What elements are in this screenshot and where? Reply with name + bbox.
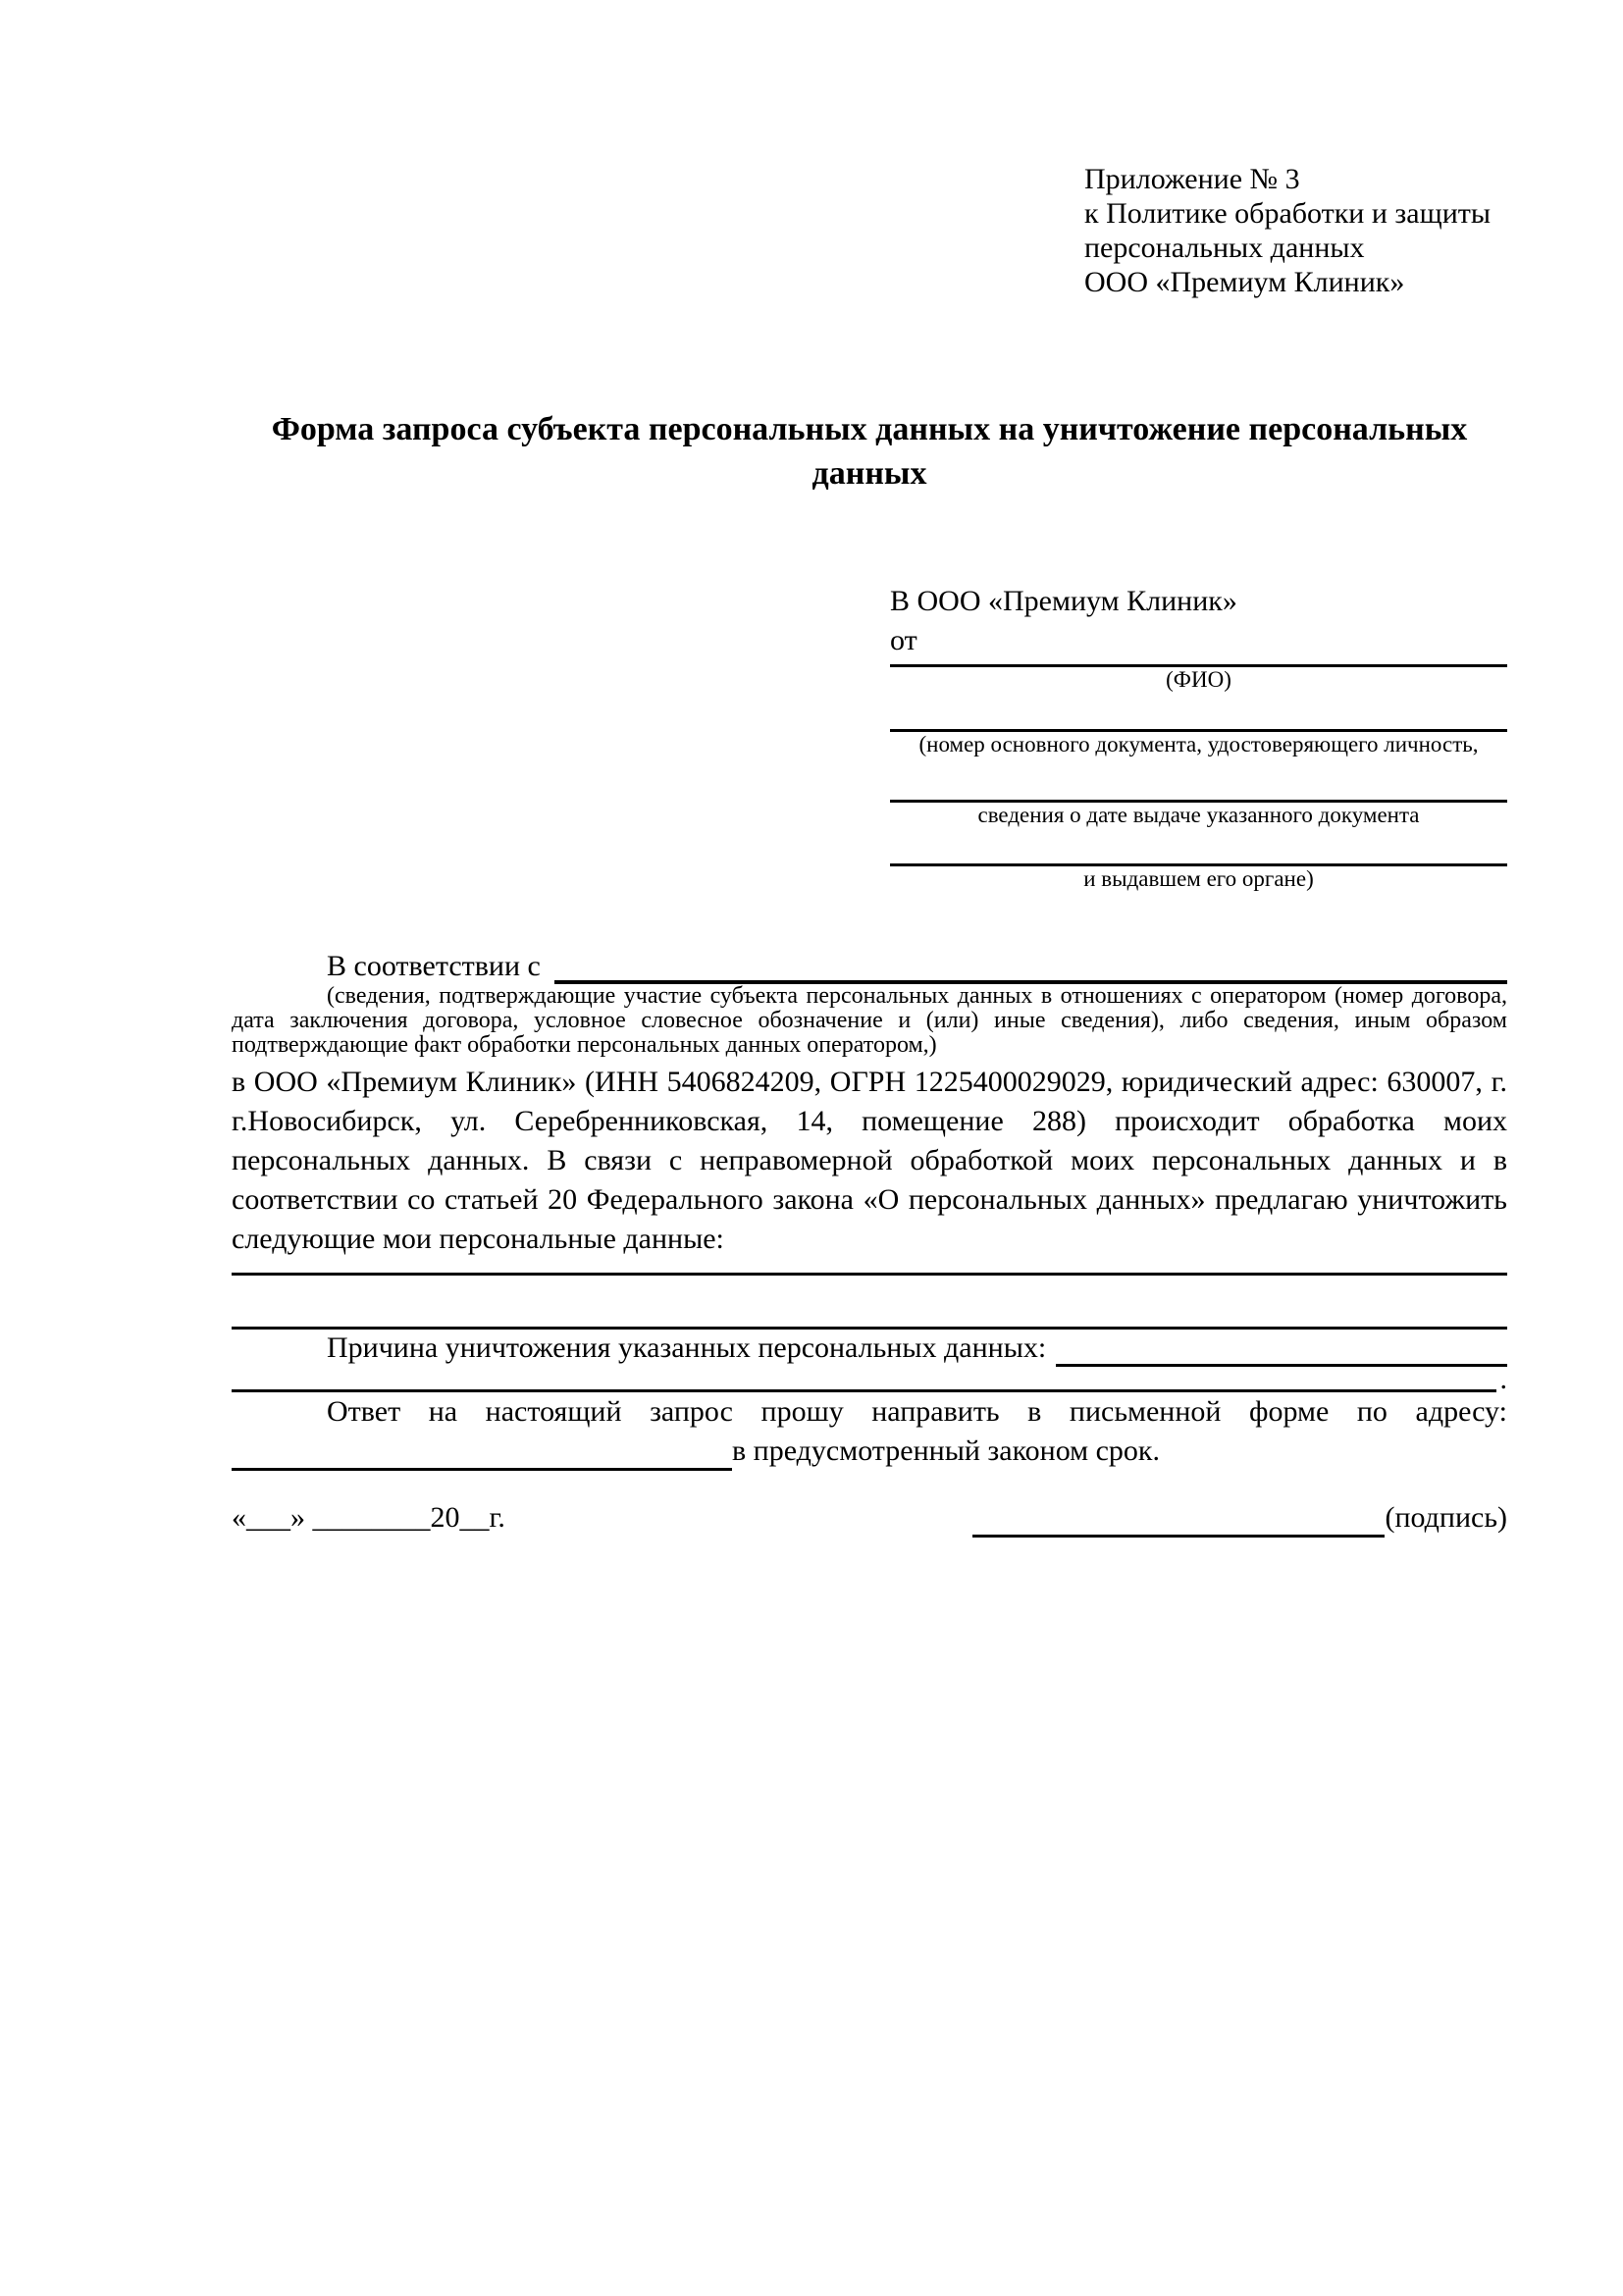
- line-end-period: .: [1499, 1363, 1507, 1395]
- personal-data-fill-line-2: [232, 1276, 1507, 1330]
- accordance-row: [232, 949, 1507, 984]
- document-number-fill-line: [890, 693, 1507, 732]
- fio-caption: (ФИО): [1166, 667, 1231, 692]
- main-paragraph: в ООО «Премиум Клиник» (ИНН 5406824209, ОГРН 1225400029029, юридический адрес: 630007, г. г.Новосибирск, ул. Серебренниковская, 14, помещение 288) происходит обработка моих персональных данных. В связи с неправомерной обработкой моих персональных данных и в соответствии со статьей 20 Федерального закона «О персональных данных» предлагаю уничтожить следующие мои персональные данные:: [232, 1066, 1507, 1255]
- appendix-line: персональных данных: [1084, 232, 1365, 264]
- page-title: Форма запроса субъекта персональных данных на уничтожение персональных данных: [271, 411, 1468, 492]
- document-number-caption: (номер основного документа, удостоверяющего личность,: [918, 732, 1479, 757]
- accordance-label: В соответствии с: [327, 950, 541, 982]
- accordance-fill-line: [554, 951, 1507, 984]
- fio-fill-line: [890, 660, 1507, 667]
- appendix-line: Приложение № 3: [1084, 163, 1300, 195]
- address-fill-line: [232, 1435, 732, 1471]
- addressee-to: В ООО «Премиум Клиник»: [890, 585, 1237, 617]
- reason-label: Причина уничтожения указанных персональных данных:: [327, 1331, 1047, 1364]
- reason-fill-line: [1056, 1332, 1507, 1367]
- appendix-line: ООО «Премиум Клиник»: [1084, 266, 1405, 298]
- answer-tail: в предусмотренный законом срок.: [732, 1435, 1160, 1467]
- issuing-authority-fill-line: [890, 828, 1507, 866]
- accordance-note: (сведения, подтверждающие участие субъекта персональных данных в отношениях с оператором (номер договора, дата заключения договора, условное словесное обозначение и (или) иные сведения), либо сведения, иным образом подтверждающие факт обработки персональных данных оператором,): [232, 983, 1507, 1058]
- reason-row: [232, 1330, 1507, 1367]
- personal-data-fill-line-1: [232, 1259, 1507, 1276]
- signature-fill-line: [972, 1501, 1385, 1538]
- reason-fill-line-2: [232, 1363, 1507, 1395]
- issue-date-caption: сведения о дате выдаче указанного документа: [977, 803, 1420, 827]
- issue-date-fill-line: [890, 757, 1507, 803]
- date-signature-row: [232, 1498, 1507, 1538]
- signature-caption: (подпись): [1385, 1501, 1507, 1534]
- addressee-from-label: от: [890, 624, 917, 656]
- date-template: «___» ________20__г.: [232, 1501, 505, 1534]
- answer-address-row: [232, 1432, 1507, 1471]
- reason-fill-line-2-rule: [232, 1366, 1496, 1392]
- issuing-authority-caption: и выдавшем его органе): [1083, 866, 1314, 891]
- addressee-block: [890, 582, 1507, 892]
- appendix-block: [1084, 162, 1507, 299]
- appendix-line: к Политике обработки и защиты: [1084, 197, 1492, 230]
- answer-paragraph: Ответ на настоящий запрос прошу направить в письменной форме по адресу:: [327, 1395, 1507, 1428]
